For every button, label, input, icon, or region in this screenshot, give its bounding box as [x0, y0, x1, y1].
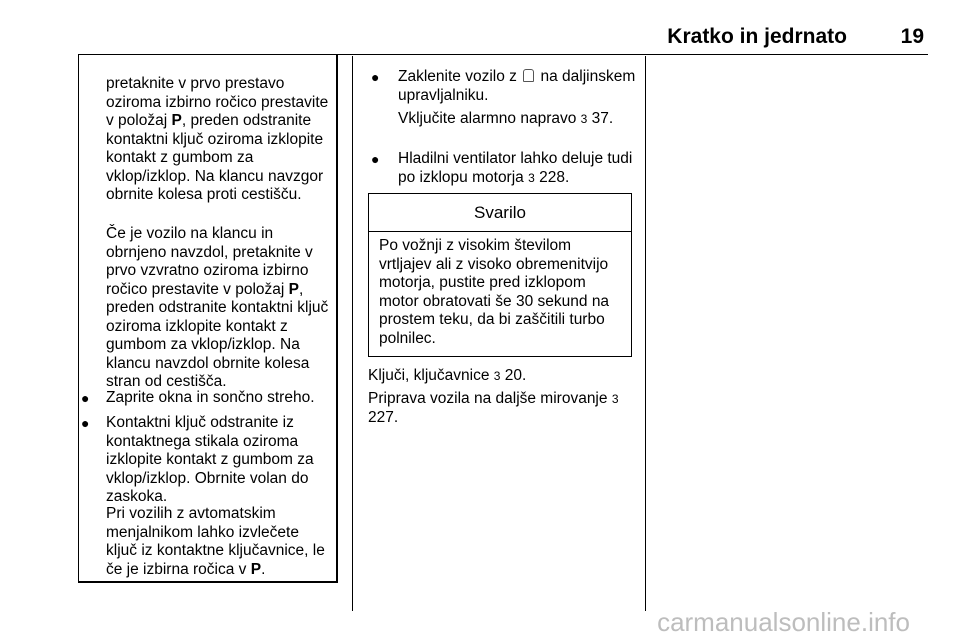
- remove-key-item: Kontaktni ključ odstranite iz kontaktnega stikala oziroma izklopite kontakt z gumbom za vklop/izklop. Obrnite volan do zaskoka.: [106, 414, 314, 505]
- page-ref-number: 37.: [591, 110, 614, 127]
- page-ref-icon: 3: [611, 392, 619, 406]
- page-ref-icon: 3: [580, 112, 588, 126]
- bullet-icon: ●: [371, 69, 380, 85]
- lock-icon: [523, 69, 534, 82]
- text-segment: Ključi, ključavnice: [368, 367, 494, 384]
- text-segment: pretaknite v prvo prestavo oziroma izbirno ročico prestavite v položaj: [106, 75, 329, 129]
- bullet-icon: ●: [81, 415, 90, 431]
- lock-vehicle-item: [398, 68, 636, 105]
- page-ref-icon: 3: [528, 170, 535, 185]
- gear-p-label: P: [288, 280, 299, 298]
- alarm-text: [398, 110, 636, 129]
- page-ref-icon: 3: [493, 369, 501, 383]
- gear-p-label: P: [171, 112, 182, 129]
- bullet-icon: ●: [81, 390, 90, 406]
- text-segment: Hladilni ventilator lahko deluje tudi po izklopu motorja: [398, 150, 633, 186]
- keys-reference: [368, 367, 636, 386]
- text-segment: .: [261, 560, 266, 578]
- page-ref-number: 20.: [504, 367, 527, 384]
- storage-reference: [368, 390, 636, 427]
- section-title: Kratko in jedrnato: [667, 25, 847, 48]
- gear-p-label: P: [250, 560, 262, 578]
- page-ref-number: 228.: [539, 168, 570, 186]
- column-divider-left: [352, 56, 353, 611]
- page-header: [0, 0, 960, 55]
- cooling-fan-item: [398, 150, 636, 187]
- warning-box: [368, 193, 632, 357]
- text-segment: , preden odstranite kontaktni ključ oziroma izklopite kontakt z gumbom za vklop/izklop. Na klancu navzdol obrnite kolesa stran od cestišča.: [106, 280, 329, 390]
- text-segment: Vključite alarmno napravo: [398, 110, 581, 127]
- text-segment: na daljinskem upravljalniku.: [398, 68, 636, 104]
- warning-text: Po vožnji z visokim številom vrtljajev ali z visoko obremenitvijo motorja, pustite pred izklopom motor obratovati še 30 sekund na prostem teku, da bi zaščitili turbo polnilec.: [379, 237, 610, 347]
- parking-uphill-text: [106, 75, 334, 205]
- page-ref-number: 227.: [368, 408, 399, 426]
- text-segment: Če je vozilo na klancu in obrnjeno navzdol, pretaknite v prvo vzvratno oziroma izbirno ročico prestavite v položaj: [106, 225, 313, 298]
- column-divider-right: [645, 56, 646, 611]
- close-windows-item: Zaprite okna in sončno streho.: [106, 389, 315, 406]
- text-segment: Zaklenite vozilo z: [398, 68, 522, 85]
- text-segment: , preden odstranite kontaktni ključ oziroma izklopite kontakt z gumbom za vklop/izklop. Na klancu navzgor obrnite kolesa proti cestišču.: [106, 112, 324, 203]
- page-number: 19: [900, 25, 924, 48]
- watermark: carmanualsonline.info: [657, 607, 910, 637]
- parking-downhill-text: [106, 225, 334, 392]
- automatic-transmission-text: [106, 505, 334, 579]
- warning-title: Svarilo: [369, 194, 631, 232]
- text-segment: Priprava vozila na daljše mirovanje: [368, 390, 612, 407]
- text-segment: Pri vozilih z avtomatskim menjalnikom lahko izvlečete ključ iz kontaktne ključavnice, le če je izbirna ročica v: [106, 505, 325, 578]
- bullet-icon: ●: [371, 151, 380, 167]
